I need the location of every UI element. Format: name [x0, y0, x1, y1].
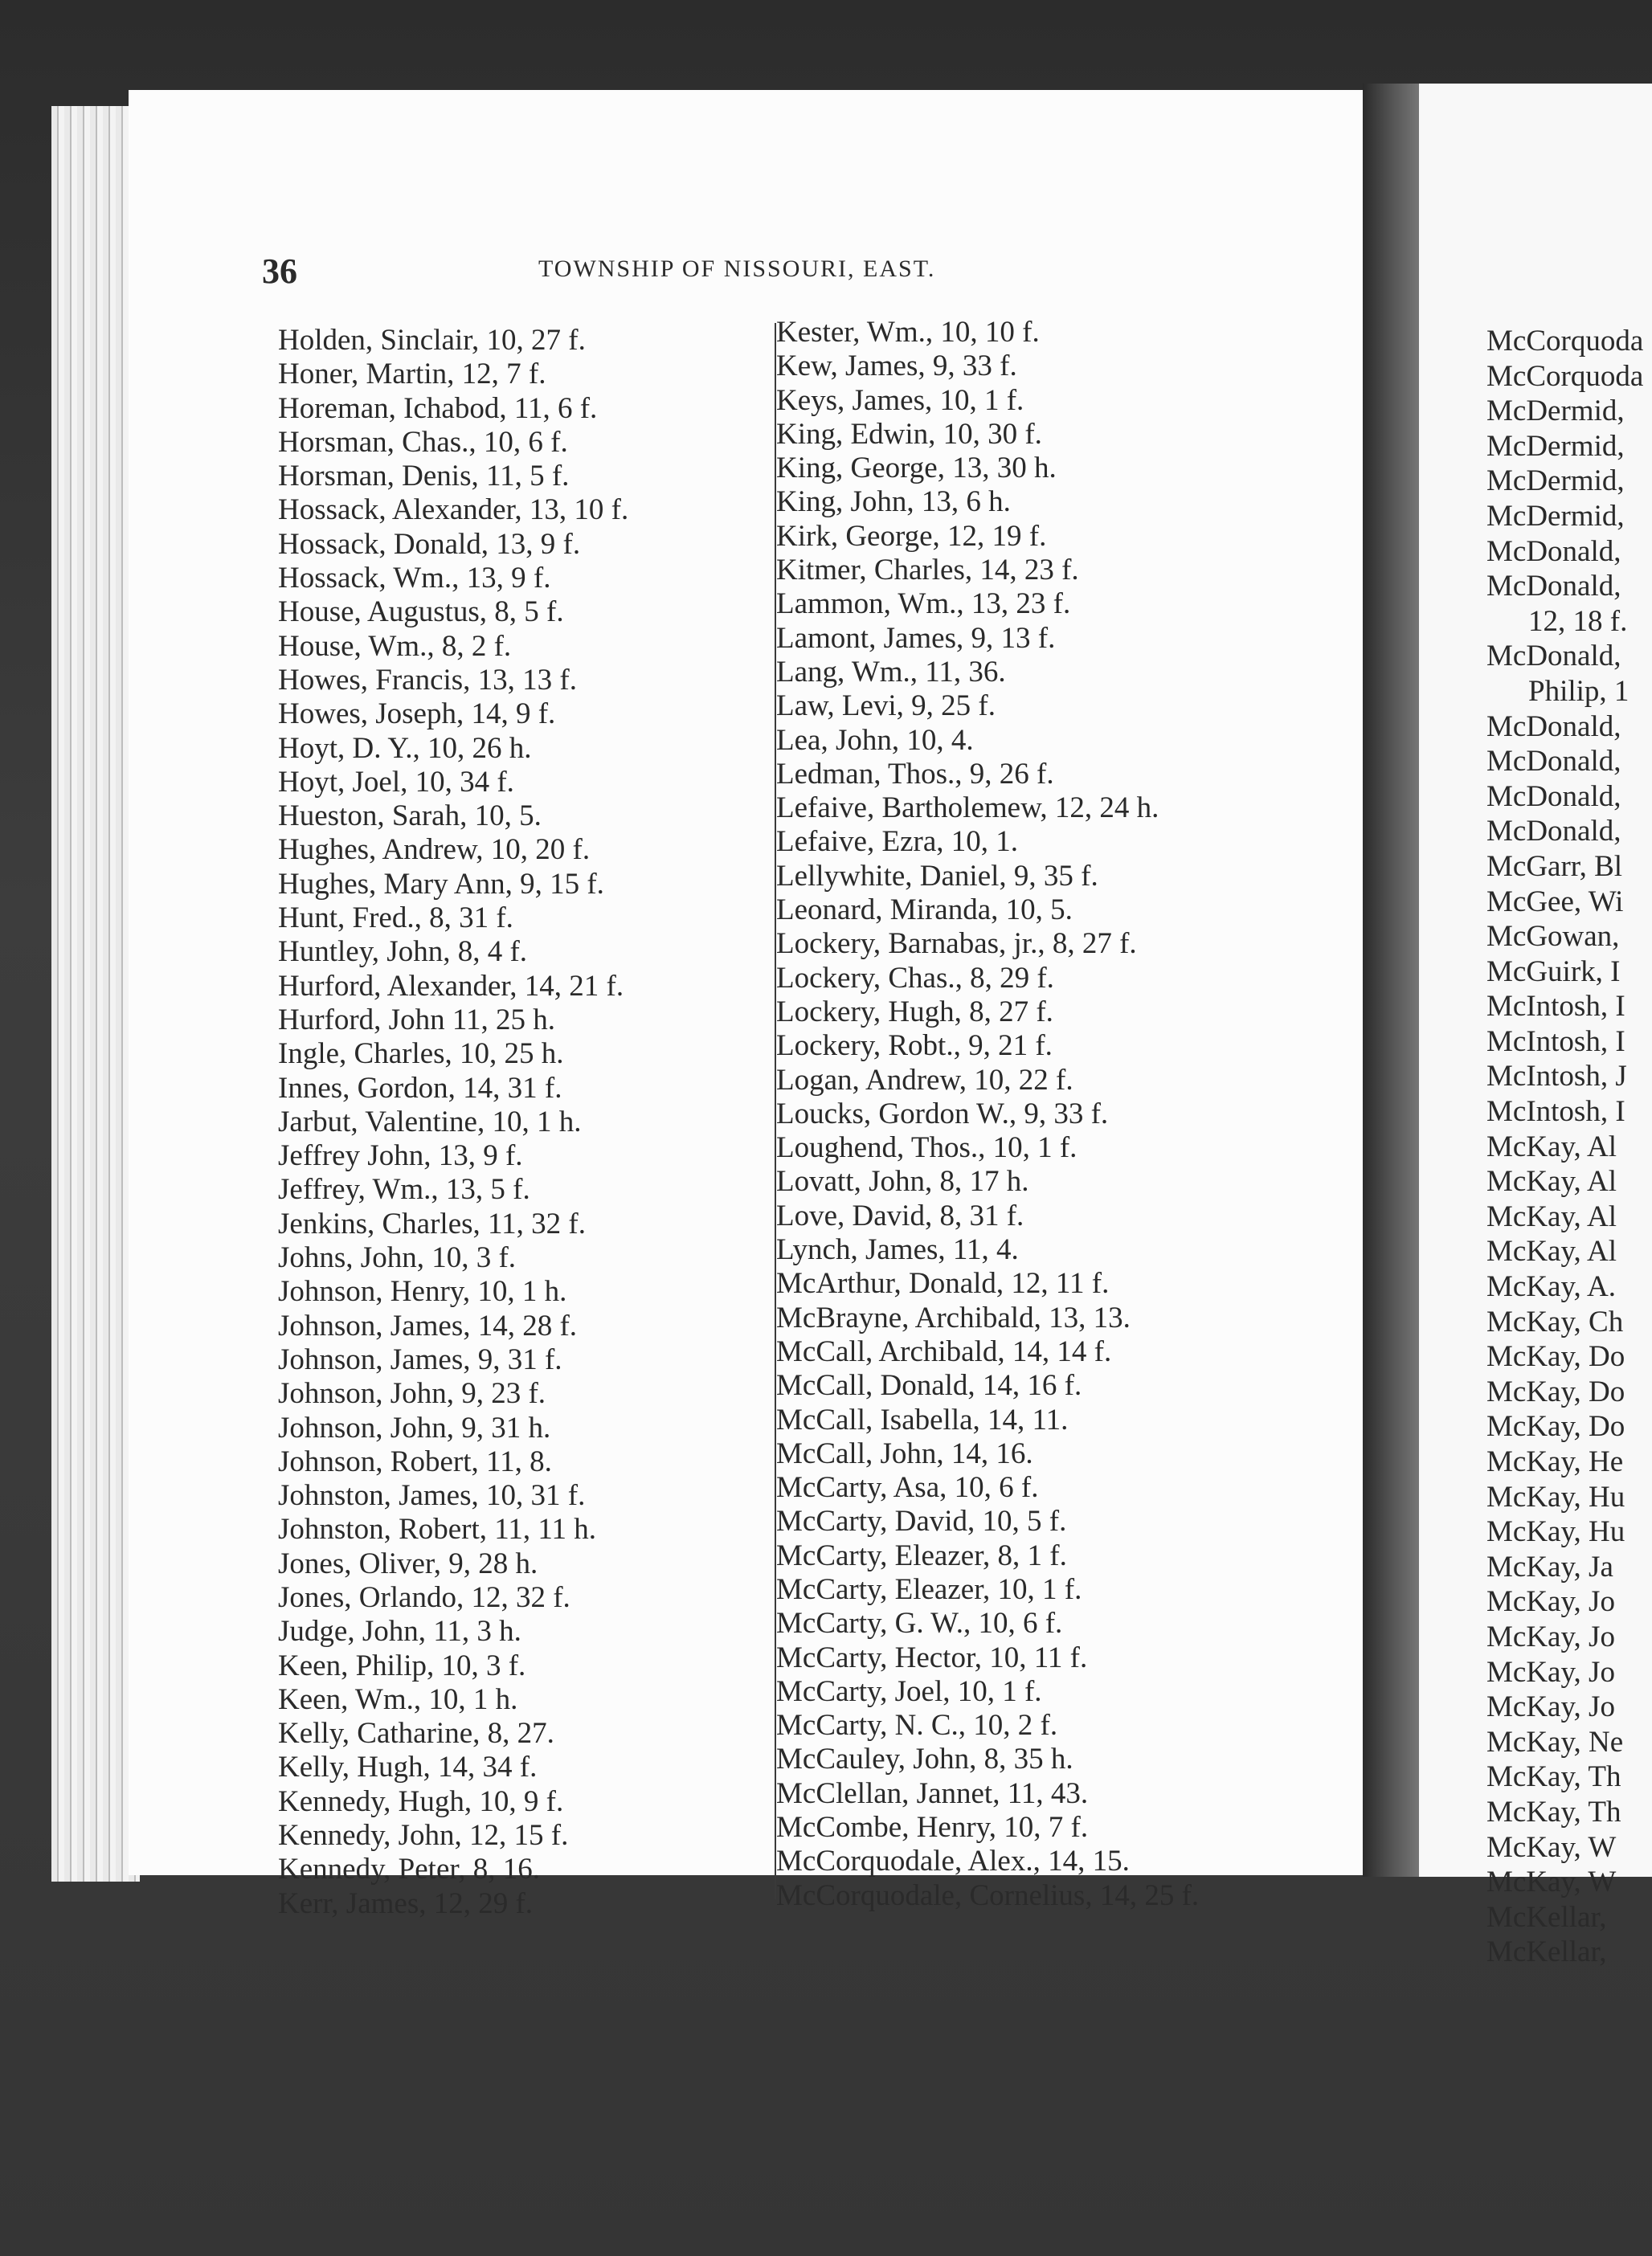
directory-entry: McDonald,: [1486, 815, 1621, 848]
directory-entry: Hossack, Donald, 13, 9 f.: [278, 527, 581, 561]
directory-entry: Jones, Orlando, 12, 32 f.: [278, 1580, 570, 1614]
directory-entry: McCarty, Asa, 10, 6 f.: [776, 1471, 1039, 1505]
directory-entry: Horeman, Ichabod, 11, 6 f.: [278, 391, 598, 425]
directory-entry: McKay, Jo: [1486, 1585, 1615, 1619]
directory-entry: Hunt, Fred., 8, 31 f.: [278, 901, 513, 935]
directory-entry: Lammon, Wm., 13, 23 f.: [776, 587, 1071, 621]
directory-entry: McKay, Th: [1486, 1760, 1621, 1794]
directory-entry: McIntosh, J: [1486, 1060, 1627, 1093]
directory-entry: Johnston, James, 10, 31 f.: [278, 1479, 586, 1513]
directory-entry: McCombe, Henry, 10, 7 f.: [776, 1811, 1089, 1845]
directory-entry: McGuirk, I: [1486, 954, 1621, 988]
directory-entry: Law, Levi, 9, 25 f.: [776, 689, 996, 723]
right-page: [1419, 84, 1652, 1969]
directory-entry: McCauley, John, 8, 35 h.: [776, 1743, 1073, 1776]
directory-entry: McDonald,: [1486, 534, 1621, 568]
directory-entry: Hossack, Alexander, 13, 10 f.: [278, 493, 629, 527]
directory-entry: McKellar,: [1486, 1900, 1607, 1934]
directory-entry: Kelly, Hugh, 14, 34 f.: [278, 1751, 538, 1784]
directory-entry: Lockery, Robt., 9, 21 f.: [776, 1029, 1053, 1063]
directory-entry: McCall, John, 14, 16.: [776, 1437, 1033, 1470]
directory-entry: McKay, Do: [1486, 1375, 1625, 1408]
running-head: TOWNSHIP OF NISSOURI, EAST.: [538, 255, 936, 282]
directory-entry: Johnson, John, 9, 23 f.: [278, 1377, 546, 1411]
directory-entry: Jarbut, Valentine, 10, 1 h.: [278, 1105, 582, 1138]
directory-entry: Holden, Sinclair, 10, 27 f.: [278, 324, 586, 357]
directory-entry: McCarty, Eleazer, 10, 1 f.: [776, 1572, 1082, 1606]
directory-entry: House, Wm., 8, 2 f.: [278, 629, 512, 663]
directory-entry: Lea, John, 10, 4.: [776, 723, 974, 757]
directory-entry: McKay, Ne: [1486, 1725, 1624, 1759]
directory-entry: McKay, Do: [1486, 1340, 1625, 1374]
directory-entry: McCorquodale, Alex., 14, 15.: [776, 1845, 1130, 1878]
directory-entry: Jones, Oliver, 9, 28 h.: [278, 1547, 538, 1580]
directory-entry: Hossack, Wm., 13, 9 f.: [278, 562, 551, 595]
directory-entry: Hueston, Sarah, 10, 5.: [278, 799, 542, 833]
directory-entry: McCarty, Joel, 10, 1 f.: [776, 1674, 1042, 1708]
directory-entry: McKay, A.: [1486, 1270, 1616, 1304]
book-gutter: [1363, 84, 1422, 1877]
directory-entry: Johnson, Robert, 11, 8.: [278, 1445, 552, 1478]
directory-entry: Leonard, Miranda, 10, 5.: [776, 893, 1073, 927]
directory-entry: McCall, Isabella, 14, 11.: [776, 1403, 1069, 1437]
middle-column: [776, 316, 1199, 1913]
directory-entry: Keys, James, 10, 1 f.: [776, 383, 1024, 417]
directory-entry: McKay, He: [1486, 1445, 1624, 1478]
directory-entry: McDonald,: [1486, 640, 1621, 673]
directory-entry: Johnston, Robert, 11, 11 h.: [278, 1513, 597, 1547]
directory-entry: McDonald,: [1486, 570, 1621, 603]
right-page-column: [1486, 324, 1643, 1970]
directory-entry: King, John, 13, 6 h.: [776, 485, 1011, 519]
directory-entry: House, Augustus, 8, 5 f.: [278, 595, 564, 629]
directory-entry: Keen, Wm., 10, 1 h.: [278, 1682, 518, 1716]
directory-entry: McKay, W: [1486, 1866, 1617, 1899]
directory-entry: McIntosh, I: [1486, 1024, 1625, 1058]
directory-entry: Loucks, Gordon W., 9, 33 f.: [776, 1097, 1109, 1130]
directory-entry: King, Edwin, 10, 30 f.: [776, 417, 1042, 451]
directory-entry: Hoyt, Joel, 10, 34 f.: [278, 765, 514, 799]
directory-entry: McKay, Th: [1486, 1795, 1621, 1829]
directory-entry: Kester, Wm., 10, 10 f.: [776, 316, 1040, 349]
directory-entry: Hoyt, D. Y., 10, 26 h.: [278, 731, 532, 765]
directory-entry: McCorquoda: [1486, 359, 1644, 393]
directory-entry: Lockery, Chas., 8, 29 f.: [776, 961, 1054, 995]
directory-entry: Howes, Francis, 13, 13 f.: [278, 663, 578, 697]
directory-entry: Lynch, James, 11, 4.: [776, 1233, 1019, 1267]
directory-entry: McCarty, David, 10, 5 f.: [776, 1505, 1067, 1539]
directory-entry: McDonald,: [1486, 779, 1621, 813]
directory-entry: McCorquodale, Cornelius, 14, 25 f.: [776, 1878, 1200, 1912]
directory-entry: McGee, Wi: [1486, 885, 1624, 918]
directory-entry: King, George, 13, 30 h.: [776, 452, 1057, 485]
directory-entry: Kirk, George, 12, 19 f.: [776, 519, 1047, 553]
directory-entry: McKay, Jo: [1486, 1620, 1615, 1653]
directory-entry: McDermid,: [1486, 464, 1625, 498]
directory-entry: McIntosh, I: [1486, 990, 1625, 1024]
directory-entry: McKay, Ch: [1486, 1305, 1624, 1338]
directory-entry: Loughend, Thos., 10, 1 f.: [776, 1131, 1077, 1165]
directory-entry: McCall, Donald, 14, 16 f.: [776, 1369, 1082, 1403]
directory-entry: Lovatt, John, 8, 17 h.: [776, 1165, 1029, 1199]
page-stack-edges: [51, 106, 140, 1882]
directory-entry: McGowan,: [1486, 920, 1620, 954]
directory-entry: McDermid,: [1486, 394, 1625, 428]
directory-entry: McArthur, Donald, 12, 11 f.: [776, 1267, 1110, 1301]
directory-entry: McKay, Al: [1486, 1165, 1617, 1199]
directory-entry: Lockery, Hugh, 8, 27 f.: [776, 995, 1053, 1028]
directory-entry: Kennedy, Hugh, 10, 9 f.: [278, 1784, 564, 1818]
directory-entry: McKellar,: [1486, 1935, 1607, 1969]
directory-entry: McClellan, Jannet, 11, 43.: [776, 1776, 1089, 1810]
directory-entry: Kelly, Catharine, 8, 27.: [278, 1717, 554, 1751]
directory-entry: McCarty, Eleazer, 8, 1 f.: [776, 1539, 1067, 1572]
directory-entry: McKay, Do: [1486, 1410, 1625, 1444]
directory-entry: Lefaive, Bartholemew, 12, 24 h.: [776, 791, 1159, 825]
directory-entry: Ledman, Thos., 9, 26 f.: [776, 757, 1054, 791]
directory-entry: McKay, Jo: [1486, 1655, 1615, 1689]
directory-entry: McKay, Al: [1486, 1235, 1617, 1269]
directory-entry: Johnson, John, 9, 31 h.: [278, 1411, 551, 1445]
directory-entry: McIntosh, I: [1486, 1095, 1625, 1129]
page-header: [129, 251, 1382, 299]
directory-entry: Horsman, Chas., 10, 6 f.: [278, 425, 568, 459]
directory-entry: Logan, Andrew, 10, 22 f.: [776, 1063, 1073, 1097]
directory-entry: McDonald,: [1486, 709, 1621, 743]
directory-entry: McCarty, Hector, 10, 11 f.: [776, 1641, 1088, 1674]
left-column: [278, 324, 628, 1921]
directory-entry: McKay, Hu: [1486, 1515, 1625, 1549]
directory-entry: McCarty, N. C., 10, 2 f.: [776, 1709, 1058, 1743]
directory-entry: McDermid,: [1486, 429, 1625, 463]
directory-entry: Kitmer, Charles, 14, 23 f.: [776, 554, 1079, 587]
directory-entry: Johnson, Henry, 10, 1 h.: [278, 1275, 567, 1309]
directory-entry: Jeffrey, Wm., 13, 5 f.: [278, 1173, 530, 1207]
directory-entry: Kennedy, John, 12, 15 f.: [278, 1819, 569, 1853]
directory-entry: Innes, Gordon, 14, 31 f.: [278, 1071, 562, 1105]
directory-entry: Hurford, John 11, 25 h.: [278, 1003, 555, 1036]
directory-entry: McGarr, Bl: [1486, 849, 1623, 883]
directory-entry: Jenkins, Charles, 11, 32 f.: [278, 1207, 586, 1240]
directory-entry: Kew, James, 9, 33 f.: [776, 349, 1017, 383]
directory-entry: McCall, Archibald, 14, 14 f.: [776, 1334, 1112, 1368]
directory-entry: Kerr, James, 12, 29 f.: [278, 1886, 534, 1920]
directory-entry: McDermid,: [1486, 499, 1625, 533]
directory-entry: McKay, Al: [1486, 1200, 1617, 1233]
directory-entry: Hurford, Alexander, 14, 21 f.: [278, 969, 624, 1003]
directory-entry: Johnson, James, 14, 28 f.: [278, 1309, 578, 1343]
directory-entry: Judge, John, 11, 3 h.: [278, 1615, 521, 1649]
directory-entry: Horsman, Denis, 11, 5 f.: [278, 460, 570, 493]
directory-entry: Lang, Wm., 11, 36.: [776, 655, 1006, 689]
directory-entry: Hughes, Mary Ann, 9, 15 f.: [278, 867, 604, 901]
directory-entry: Keen, Philip, 10, 3 f.: [278, 1649, 526, 1682]
directory-entry: Honer, Martin, 12, 7 f.: [278, 358, 546, 391]
directory-entry: Lefaive, Ezra, 10, 1.: [776, 825, 1018, 859]
directory-entry: Lamont, James, 9, 13 f.: [776, 621, 1056, 655]
directory-entry: McBrayne, Archibald, 13, 13.: [776, 1301, 1131, 1334]
directory-entry: McKay, Jo: [1486, 1690, 1615, 1724]
directory-entry: Philip, 1: [1528, 674, 1630, 708]
directory-entry: McKay, Al: [1486, 1130, 1617, 1163]
directory-entry: Love, David, 8, 31 f.: [776, 1199, 1024, 1232]
directory-entry: McCorquoda: [1486, 325, 1644, 358]
directory-entry: McCarty, G. W., 10, 6 f.: [776, 1607, 1063, 1641]
directory-entry: Jeffrey John, 13, 9 f.: [278, 1139, 523, 1173]
directory-entry: Huntley, John, 8, 4 f.: [278, 935, 528, 969]
directory-entry: Lellywhite, Daniel, 9, 35 f.: [776, 859, 1098, 893]
directory-entry: Howes, Joseph, 14, 9 f.: [278, 697, 556, 731]
directory-entry: McKay, Ja: [1486, 1550, 1613, 1584]
directory-entry: Ingle, Charles, 10, 25 h.: [278, 1037, 564, 1071]
directory-entry: 12, 18 f.: [1528, 604, 1628, 638]
directory-entry: McKay, Hu: [1486, 1480, 1625, 1514]
directory-entry: McDonald,: [1486, 745, 1621, 779]
directory-entry: Kennedy, Peter, 8, 16.: [278, 1853, 540, 1886]
directory-entry: McKay, W: [1486, 1830, 1617, 1864]
page-number: 36: [262, 251, 297, 291]
directory-entry: Hughes, Andrew, 10, 20 f.: [278, 833, 591, 867]
directory-entry: Lockery, Barnabas, jr., 8, 27 f.: [776, 927, 1137, 961]
directory-entry: Johnson, James, 9, 31 f.: [278, 1343, 562, 1376]
directory-entry: Johns, John, 10, 3 f.: [278, 1241, 517, 1275]
